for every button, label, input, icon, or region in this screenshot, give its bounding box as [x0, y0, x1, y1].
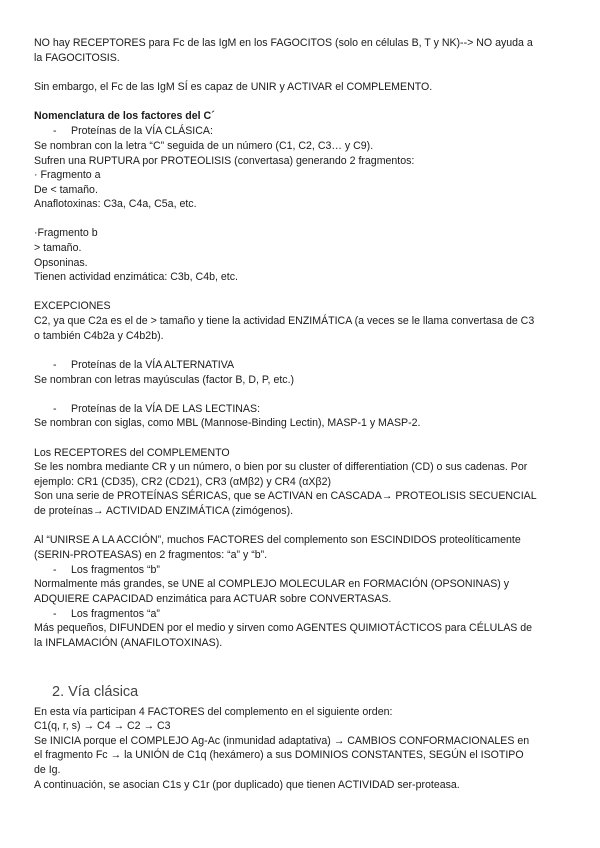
text-line: Los RECEPTORES del COMPLEMENTO — [34, 447, 230, 459]
bullet-dash: - — [53, 359, 57, 371]
bullet-dash: - — [53, 125, 57, 137]
list-item — [53, 402, 260, 417]
text-line: Tienen actividad enzimática: C3b, C4b, etc. — [34, 271, 238, 283]
text-line: · Fragmento a — [34, 169, 101, 181]
text-line: Se nombran con siglas, como MBL (Mannose-Binding Lectin), MASP-1 y MASP-2. — [34, 417, 421, 429]
text-line: Al “UNIRSE A LA ACCIÓN”, muchos FACTORES del complemento son ESCINDIDOS proteolíticamente — [34, 534, 521, 546]
text-line: Son una serie de PROTEÍNAS SÉRICAS, que se ACTIVAN en CASCADA→ PROTEOLISIS SECUENCIAL — [34, 490, 537, 502]
list-item — [53, 607, 160, 622]
text-line: o también C4b2a y C4b2b). — [34, 330, 164, 342]
text-line: la INFLAMACIÓN (ANAFILOTOXINAS). — [34, 637, 223, 649]
list-item-label: Proteínas de la VÍA ALTERNATIVA — [71, 359, 235, 371]
text-line: Sin embargo, el Fc de las IgM SÍ es capaz de UNIR y ACTIVAR el COMPLEMENTO. — [34, 81, 433, 93]
text-line: ·Fragmento b — [34, 227, 98, 239]
text-line: C1(q, r, s) → C4 → C2 → C3 — [34, 720, 171, 732]
bullet-dash: - — [53, 403, 57, 415]
text-line: Se les nombra mediante CR y un número, o bien por su cluster of differentiation (CD) o sus cadenas. Por — [34, 461, 528, 473]
text-line: el fragmento Fc → la UNIÓN de C1q (hexámero) a sus DOMINIOS CONSTANTES, SEGÚN el ISOTIPO — [34, 749, 524, 761]
section-heading: 2. Vía clásica — [52, 684, 139, 700]
list-item-label: Proteínas de la VÍA DE LAS LECTINAS: — [71, 403, 261, 415]
text-line: NO hay RECEPTORES para Fc de las IgM en los FAGOCITOS (solo en células B, T y NK)--> NO ayuda a — [34, 37, 533, 49]
text-line: Normalmente más grandes, se UNE al COMPLEJO MOLECULAR en FORMACIÓN (OPSONINAS) y — [34, 578, 510, 590]
text-line: ADQUIERE CAPACIDAD enzimática para ACTUAR sobre CONVERTASAS. — [34, 593, 392, 605]
text-line: A continuación, se asocian C1s y C1r (por duplicado) que tienen ACTIVIDAD ser-proteasa. — [34, 779, 460, 791]
bullet-dash: - — [53, 608, 57, 620]
text-line: Anaflotoxinas: C3a, C4a, C5a, etc. — [34, 198, 197, 210]
text-line: de proteínas→ ACTIVIDAD ENZIMÁTICA (zimógenos). — [34, 505, 294, 517]
text-line: (SERIN-PROTEASAS) en 2 fragmentos: “a” y “b”. — [34, 549, 268, 561]
text-line: En esta vía participan 4 FACTORES del complemento en el siguiente orden: — [34, 706, 393, 718]
list-item — [53, 358, 234, 373]
list-item-label: Los fragmentos “b” — [71, 564, 160, 576]
text-line: > tamaño. — [34, 242, 82, 254]
text-line: Se nombran con letras mayúsculas (factor B, D, P, etc.) — [34, 374, 295, 386]
text-line: Se nombran con la letra “C” seguida de un número (C1, C2, C3… y C9). — [34, 140, 374, 152]
list-item — [53, 124, 213, 139]
text-line: C2, ya que C2a es el de > tamaño y tiene la actividad ENZIMÁTICA (a veces se le llama convertasa de C3 — [34, 315, 535, 327]
text-line: Sufren una RUPTURA por PROTEOLISIS (convertasa) generando 2 fragmentos: — [34, 155, 415, 167]
section-heading: Nomenclatura de los factores del C´ — [34, 110, 215, 122]
text-line: Opsoninas. — [34, 257, 88, 269]
list-item-label: Proteínas de la VÍA CLÁSICA: — [71, 125, 213, 137]
text-line: De < tamaño. — [34, 184, 98, 196]
text-line: Se INICIA porque el COMPLEJO Ag-Ac (inmunidad adaptativa) → CAMBIOS CONFORMACIONALES en — [34, 735, 530, 747]
bullet-dash: - — [53, 564, 57, 576]
text-line: Más pequeños, DIFUNDEN por el medio y sirven como AGENTES QUIMIOTÁCTICOS para CÉLULAS de — [34, 622, 533, 634]
text-line: ejemplo: CR1 (CD35), CR2 (CD21), CR3 (αMβ2) y CR4 (αXβ2) — [34, 476, 331, 488]
text-line: EXCEPCIONES — [34, 300, 111, 312]
list-item — [53, 563, 160, 578]
text-line: la FAGOCITOSIS. — [34, 52, 120, 64]
list-item-label: Los fragmentos “a” — [71, 608, 160, 620]
text-line: de Ig. — [34, 764, 61, 776]
